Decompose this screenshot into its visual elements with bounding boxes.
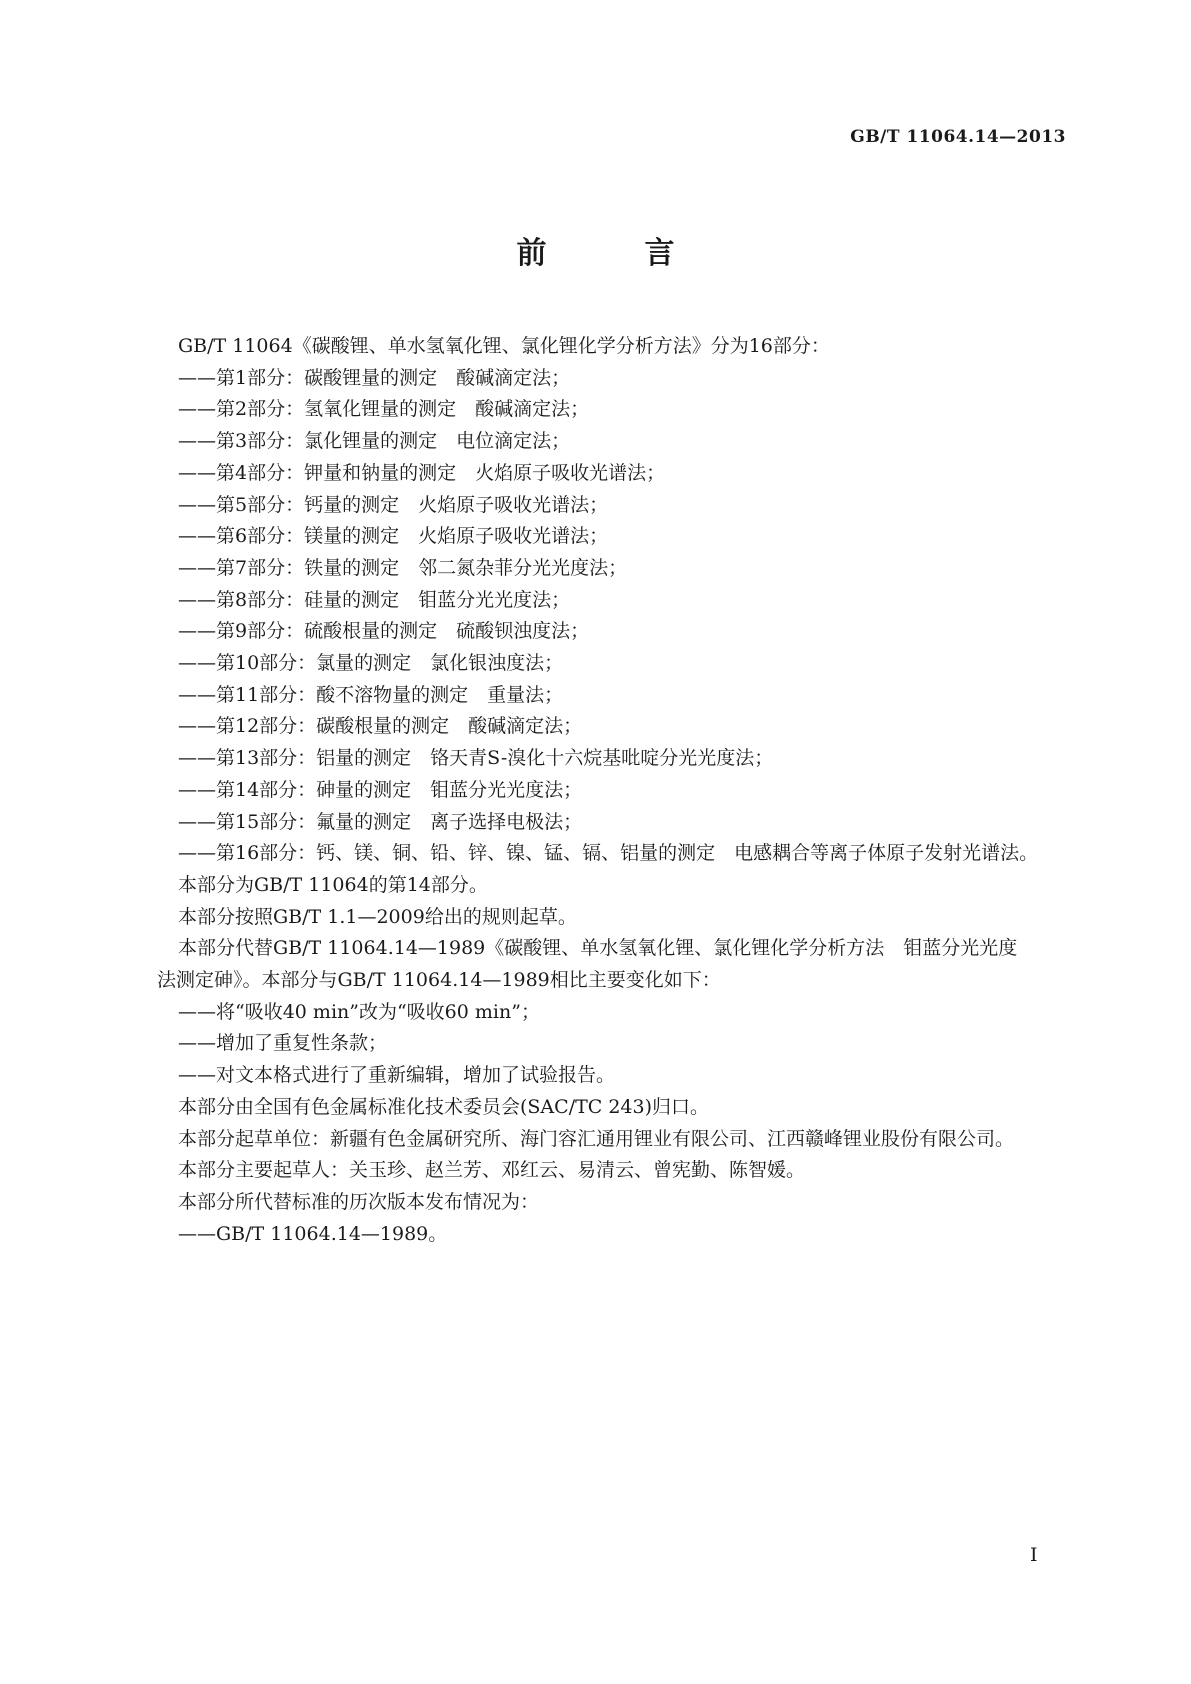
- page-number: I: [1030, 1544, 1038, 1566]
- part-list-item: ——第6部分：镁量的测定 火焰原子吸收光谱法；: [178, 525, 609, 548]
- part-list-item: ——第15部分：氟量的测定 离子选择电极法；: [178, 810, 583, 833]
- part-list-item: ——第16部分：钙、镁、铜、铅、锌、镍、锰、镉、铝量的测定 电感耦合等离子体原子发射光谱法。: [178, 842, 1039, 865]
- part-list-item: ——第11部分：酸不溶物量的测定 重量法；: [178, 683, 564, 706]
- part-list-item: ——第9部分：硫酸根量的测定 硫酸钡浊度法；: [178, 620, 590, 643]
- standard-number: GB/T 11064.14—2013: [850, 127, 1066, 147]
- part-of-paragraph: 本部分为GB/T 11064的第14部分。: [178, 873, 488, 896]
- history-item: ——GB/T 11064.14—1989。: [178, 1222, 448, 1245]
- committee-paragraph: 本部分由全国有色金属标准化技术委员会(SAC/TC 243)归口。: [178, 1095, 710, 1118]
- drafters-paragraph: 本部分主要起草人：关玉珍、赵兰芳、邓红云、易清云、曾宪勤、陈智媛。: [178, 1159, 806, 1182]
- part-list-item: ——第7部分：铁量的测定 邻二氮杂菲分光光度法；: [178, 556, 628, 579]
- part-list-item: ——第12部分：碳酸根量的测定 酸碱滴定法；: [178, 715, 583, 738]
- replaces-line-2: 法测定砷》。本部分与GB/T 11064.14—1989相比主要变化如下：: [157, 969, 721, 992]
- part-list-item: ——第2部分：氢氧化锂量的测定 酸碱滴定法；: [178, 398, 590, 421]
- part-list-item: ——第13部分：铝量的测定 铬天青S-溴化十六烷基吡啶分光光度法；: [178, 747, 774, 770]
- replaces-line-1: 本部分代替GB/T 11064.14—1989《碳酸锂、单水氢氧化锂、氯化锂化学分析方法 钼蓝分光光度: [178, 937, 1018, 960]
- part-list-item: ——第8部分：硅量的测定 钼蓝分光光度法；: [178, 588, 571, 611]
- change-item: ——将“吸收40 min”改为“吸收60 min”；: [178, 1000, 540, 1023]
- part-list-item: ——第5部分：钙量的测定 火焰原子吸收光谱法；: [178, 493, 609, 516]
- part-list-item: ——第1部分：碳酸锂量的测定 酸碱滴定法；: [178, 366, 571, 389]
- foreword-body: [157, 331, 1069, 1250]
- drafting-rules-paragraph: 本部分按照GB/T 1.1—2009给出的规则起草。: [178, 905, 577, 928]
- change-item: ——增加了重复性条款；: [178, 1032, 388, 1055]
- history-intro-paragraph: 本部分所代替标准的历次版本发布情况为：: [178, 1190, 540, 1213]
- part-list-item: ——第3部分：氯化锂量的测定 电位滴定法；: [178, 430, 571, 453]
- parts-list: [157, 363, 1069, 870]
- part-list-item: ——第4部分：钾量和钠量的测定 火焰原子吸收光谱法；: [178, 461, 666, 484]
- change-item: ——对文本格式进行了重新编辑，增加了试验报告。: [178, 1064, 616, 1087]
- page-title: 前 言: [516, 236, 709, 271]
- drafting-units-paragraph: 本部分起草单位：新疆有色金属研究所、海门容汇通用锂业有限公司、江西赣峰锂业股份有限公司。: [178, 1127, 1015, 1150]
- part-list-item: ——第14部分：砷量的测定 钼蓝分光光度法；: [178, 778, 583, 801]
- part-list-item: ——第10部分：氯量的测定 氯化银浊度法；: [178, 652, 564, 675]
- intro-paragraph: GB/T 11064《碳酸锂、单水氢氧化锂、氯化锂化学分析方法》分为16部分：: [178, 335, 830, 357]
